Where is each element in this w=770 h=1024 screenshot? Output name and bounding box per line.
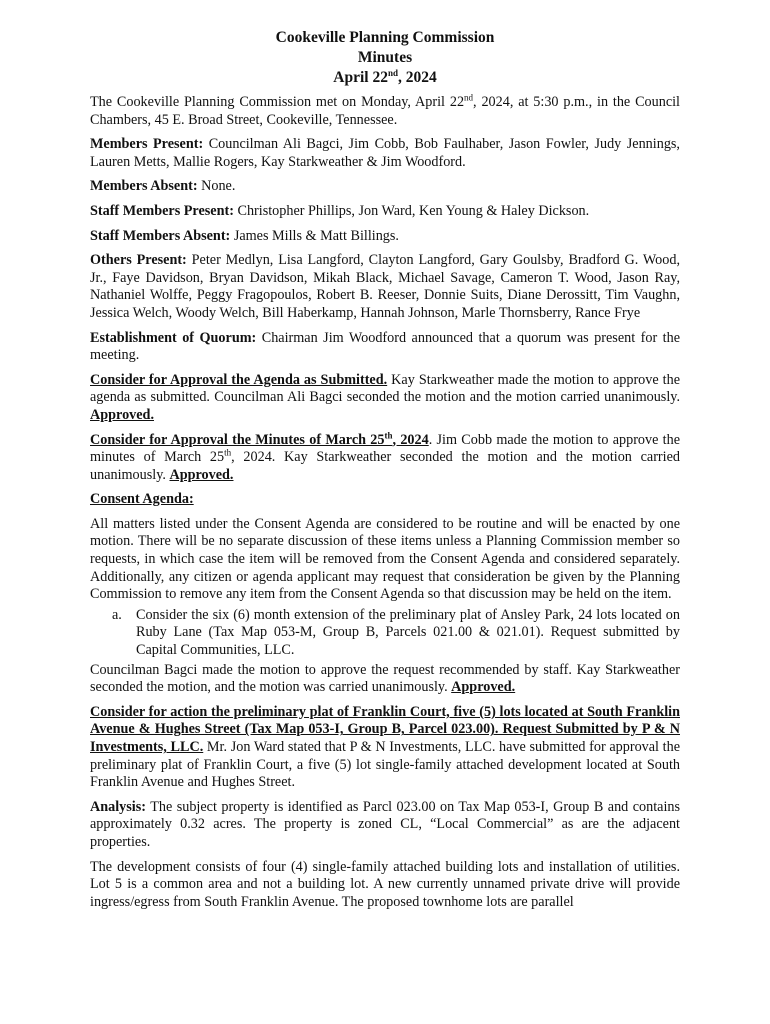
analysis-paragraph: Analysis: The subject property is identified as Parcl 023.00 on Tax Map 053-I, Group B and contains approximately 0.32 acres. The property is zoned CL, “Local Commercial” as are the adjacent properties. (90, 798, 680, 850)
quorum-paragraph: Establishment of Quorum: Chairman Jim Woodford announced that a quorum was present for the meeting. (90, 329, 680, 364)
minutes-approval: Consider for Approval the Minutes of March 25th, 2024. Jim Cobb made the motion to approve the minutes of March 25th, 2024. Kay Starkweather seconded the motion and the motion carried unanimously. Approved. (90, 429, 681, 483)
franklin-court-heading: Consider for action the preliminary plat of Franklin Court, five (5) lots located at South Franklin Avenue & Hughes Street (Tax Map 053-I, Group B, Parcel 023.00). Request Submitted by P & N Investments, LLC. (90, 703, 680, 755)
meeting-date: April 22nd, 2024 (333, 67, 437, 86)
members-absent: Members Absent: None. (90, 178, 236, 195)
agenda-heading: Consider for Approval the Agenda as Submitted. (90, 371, 388, 388)
consent-item-marker: a. (112, 606, 122, 623)
consent-item: a. Consider the six (6) month extension of the preliminary plat of Ansley Park, 24 lots located on Ruby Lane (Tax Map 053-M, Group B, Parcels 021.00 & 021.01). Request submitted by Capital Communities, LLC. (112, 606, 680, 659)
franklin-court-item: Consider for action the preliminary plat of Franklin Court, five (5) lots located at South Franklin Avenue & Hughes Street (Tax Map 053-I, Group B, Parcel 023.00). Request Submitted by P & N Investments, LLC. Mr. Jon Ward stated that P & N Investments, LLC. have submitted for approval the preliminary plat of Franklin Court, a five (5) lot single-family attached development located at South Franklin Avenue and Hughes Street. (90, 703, 680, 791)
development-paragraph: The development consists of four (4) single-family attached building lots and installation of utilities. Lot 5 is a common area and not a building lot. A new currently unnamed private drive will provide ingress/egress from South Franklin Avenue. The proposed townhome lots are parallel (90, 858, 680, 910)
agenda-result: Approved. (90, 406, 154, 423)
consent-items-list (90, 607, 680, 660)
document-subtitle: Minutes (357, 49, 413, 66)
consent-result: Approved. (451, 679, 516, 696)
staff-present-label: Staff Members Present: (90, 202, 234, 219)
others-present: Others Present: Peter Medlyn, Lisa Langford, Clayton Langford, Gary Goulsby, Bradford G. Wood, Jr., Faye Davidson, Bryan Davidson, Mikah Black, Michael Savage, Cameron T. Wood, Jason Ray, Nathaniel Wolffe, Peggy Fragopoulos, Robert B. Reeser, Donnie Suits, Diane Derossitt, Tim Vaughn, Jessica Welch, Woody Welch, Bill Haberkamp, Hannah Johnson, Marle Thornsberry, Rance Frye (90, 252, 680, 321)
staff-present: Staff Members Present: Christopher Phillips, Jon Ward, Ken Young & Haley Dickson. (90, 202, 590, 219)
others-present-label: Others Present: (90, 252, 187, 269)
agenda-approval: Consider for Approval the Agenda as Submitted. Kay Starkweather made the motion to approve the agenda as submitted. Councilman Ali Bagci seconded the motion and the motion carried unanimously. Approved. (90, 371, 680, 423)
consent-paragraph: All matters listed under the Consent Agenda are considered to be routine and will be enacted by one motion. There will be no separate discussion of these items unless a Planning Commission member so requests, in which case the item will be removed from the Consent Agenda and considered separately. Additionally, any citizen or agenda applicant may request that consideration be given by the Planning Commission to remove any item from the Consent Agenda so that discussion may be held on the item. (90, 515, 680, 603)
members-present-label: Members Present: (90, 136, 204, 153)
staff-absent: Staff Members Absent: James Mills & Matt Billings. (90, 227, 399, 244)
analysis-label: Analysis: (90, 798, 146, 815)
document-header (90, 28, 680, 88)
minutes-result: Approved. (169, 466, 234, 483)
consent-heading: Consent Agenda: (90, 491, 194, 508)
minutes-heading: Consider for Approval the Minutes of March 25th, 2024 (90, 429, 429, 448)
members-present: Members Present: Councilman Ali Bagci, Jim Cobb, Bob Faulhaber, Jason Fowler, Judy Jennings, Lauren Metts, Mallie Rogers, Kay Starkweather & Jim Woodford. (90, 136, 680, 170)
document-title: Cookeville Planning Commission (275, 29, 495, 46)
consent-motion: Councilman Bagci made the motion to approve the request recommended by staff. Kay Starkweather seconded the motion, and the motion was carried unanimously. Approved. (90, 661, 680, 696)
members-absent-label: Members Absent: (90, 178, 198, 195)
quorum-label: Establishment of Quorum: (90, 329, 257, 346)
intro-paragraph: The Cookeville Planning Commission met on Monday, April 22nd, 2024, at 5:30 p.m., in the Council Chambers, 45 E. Broad Street, Cookeville, Tennessee. (90, 92, 680, 128)
staff-absent-label: Staff Members Absent: (90, 227, 231, 244)
